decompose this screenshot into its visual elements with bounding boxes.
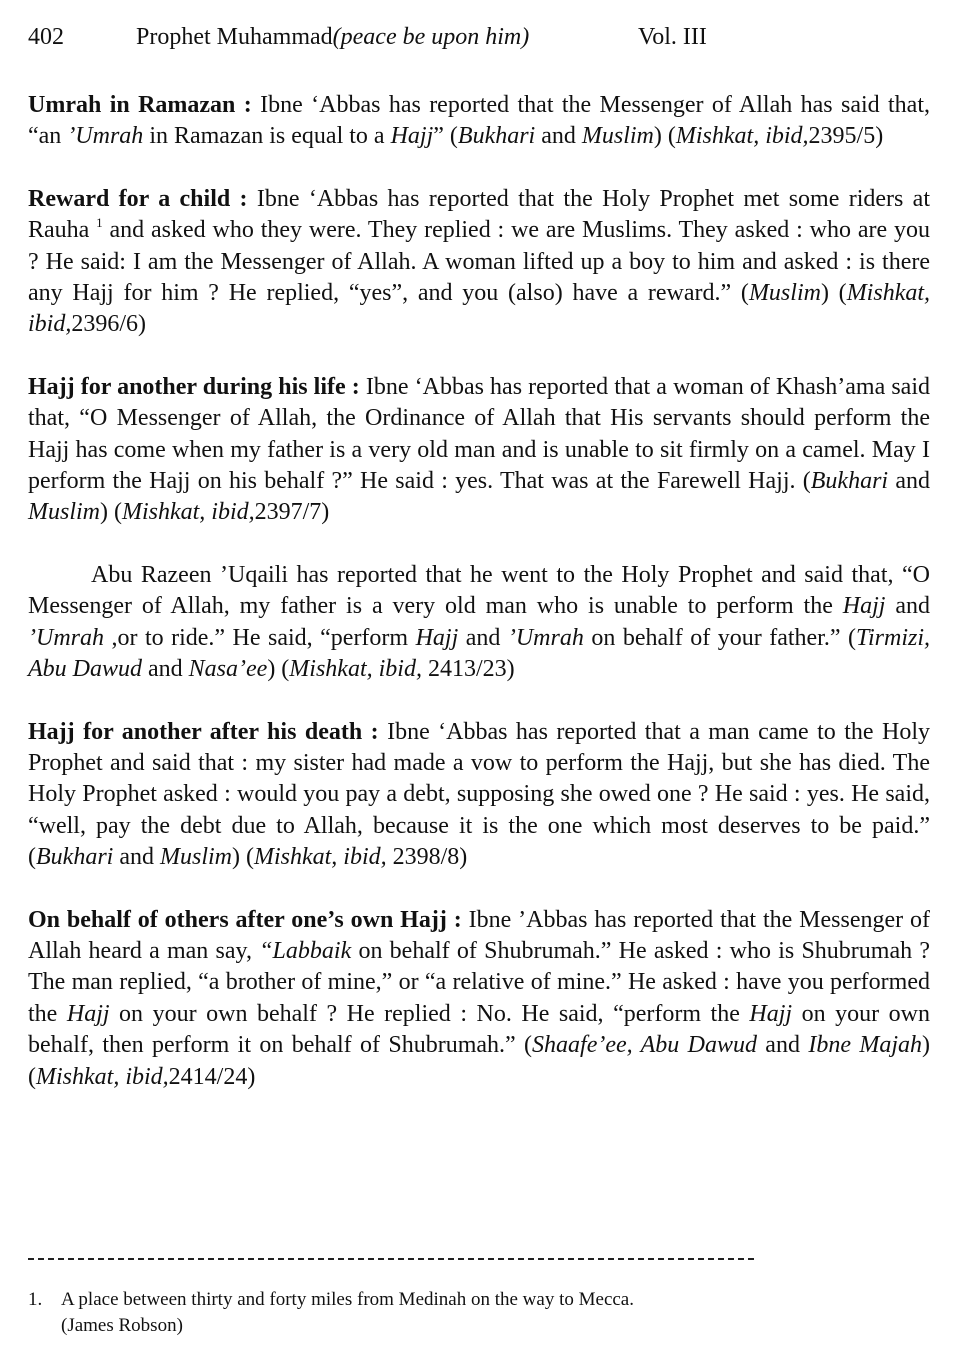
- paragraph-heading: On behalf of others after one’s own Hajj :: [28, 906, 462, 933]
- body-text-run: and: [142, 656, 189, 683]
- body-text-run: Abu Razeen ’Uqaili has reported that he went to the Holy Prophet and said that, “O Messenger of Allah, my father is a very old man who is unable to perform the: [28, 561, 930, 620]
- footnote-source: (James Robson): [61, 1315, 183, 1336]
- italic-text: Mishkat, ibid,: [675, 123, 809, 150]
- body-text-run: ) (: [28, 1032, 930, 1090]
- body-text-run: 2396/6): [71, 311, 147, 338]
- body-text-run: and: [888, 468, 931, 495]
- italic-text: ’Umrah: [507, 624, 584, 651]
- italic-text: ’Umrah: [67, 123, 144, 150]
- italic-text: Bukhari: [457, 123, 536, 150]
- body-text-run: ) (: [653, 123, 676, 150]
- body-text-run: Ibne ‘Abbas has reported that the Holy Prophet met some riders at Rauha: [28, 185, 930, 244]
- volume-label: Vol. III: [638, 24, 707, 50]
- body-text-run: ” (: [433, 123, 458, 150]
- italic-text: Muslim: [28, 499, 100, 526]
- body-text-run: ) (: [820, 280, 847, 307]
- body-text-run: ) (: [100, 499, 122, 526]
- paragraph-hajj-after-death: [28, 717, 930, 874]
- body-text-run: on your own behalf ? He replied : No. He said, “perform the: [109, 1000, 750, 1027]
- body-text-run: on behalf of Shubrumah.” He asked : who is Shubrumah ? The man replied, “a brother of mine,” or “a relative of mine.” He asked : have you performed the: [28, 937, 931, 1027]
- body-text-run: and: [756, 1032, 809, 1059]
- footnote-text: A place between thirty and forty miles from Medinah on the way to Mecca.: [61, 1289, 634, 1310]
- italic-text: Hajj: [749, 1000, 793, 1027]
- italic-text: ’Umrah: [28, 624, 104, 651]
- body-text-run: ,or to ride.” He said, “perform: [104, 624, 416, 651]
- italic-text: Muslim: [748, 280, 821, 307]
- italic-text: Hajj: [415, 624, 459, 651]
- running-header: [28, 20, 930, 54]
- footnote-marker[interactable]: 1: [96, 215, 103, 231]
- footnote-number: 1.: [28, 1289, 43, 1310]
- page-number: 402: [28, 24, 64, 50]
- body-text-run: on your own behalf, then perform it on behalf of Shubrumah.” (: [28, 1000, 930, 1059]
- footnote: [28, 1287, 928, 1339]
- footnote-line-1: [28, 1287, 928, 1313]
- body-text-run: ) (: [267, 656, 290, 683]
- body-text-run: Ibne ‘Abbas has reported that the Messenger of Allah has said that, “an: [28, 92, 930, 150]
- body-text-run: 2395/5): [808, 123, 884, 150]
- body-text-run: Ibne ’Abbas has reported that the Messenger of Allah heard a man say,: [28, 906, 930, 964]
- body-text-run: 2414/24): [168, 1063, 256, 1090]
- italic-text: Mishkat, ibid,: [28, 280, 931, 338]
- italic-text: Bukhari: [36, 844, 114, 871]
- italic-text: Hajj: [390, 123, 434, 150]
- paragraph-heading: Reward for a child :: [28, 185, 248, 212]
- italic-text: Muslim: [159, 844, 232, 871]
- italic-text: Muslim: [581, 123, 654, 150]
- body-text-run: Ibne ‘Abbas has reported that a man came to the Holy Prophet and said that : my sister had made a vow to perform the Hajj, but she has died. The Holy Prophet asked : would you pay a debt, supposing she owed one ? He said : yes. He said, “well, pay the debt due to Allah, because it is the one which most deserves to be paid.” (: [28, 718, 931, 871]
- book-title-main: Prophet Muhammad: [136, 24, 333, 50]
- paragraph-on-behalf-of-others: [28, 905, 930, 1093]
- italic-text: Mishkat, ibid,: [253, 844, 387, 871]
- body-text-run: and: [458, 624, 508, 651]
- italic-text: Mishkat, ibid,: [121, 499, 255, 526]
- body-text-run: 2413/23): [421, 656, 515, 683]
- body-text-run: and: [113, 844, 160, 871]
- italic-text: Mishkat, ibid,: [36, 1063, 169, 1090]
- body-text-run: and: [885, 593, 930, 620]
- italic-text: “Labbaik: [259, 937, 352, 964]
- italic-text: Tirmizi, Abu Dawud: [28, 624, 931, 683]
- book-title-honorific: (peace be upon him): [332, 24, 530, 50]
- italic-text: Ibne Majah: [808, 1032, 922, 1059]
- body-text-run: Ibne ‘Abbas has reported that a woman of Khash’ama said that, “O Messenger of Allah, the Ordinance of Allah that His servants should perform the Hajj has come when my father is a very old man and is unable to sit firmly on a camel. May I perform the Hajj on his behalf ?” He said : yes. That was at the Farewell Hajj. (: [28, 373, 930, 495]
- italic-text: Shaafe’ee, Abu Dawud: [532, 1032, 757, 1059]
- italic-text: Hajj: [842, 593, 886, 620]
- paragraph-reward-for-a-child: [28, 184, 930, 341]
- paragraph-abu-razeen: [28, 560, 930, 686]
- body-text-run: ) (: [231, 844, 254, 871]
- paragraph-heading: Hajj for another during his life :: [28, 373, 360, 400]
- body-text-run: 2397/7): [254, 499, 330, 526]
- body-text-run: 2398/8): [386, 844, 468, 871]
- paragraph-heading: Hajj for another after his death :: [28, 718, 379, 745]
- italic-text: Hajj: [66, 1000, 110, 1027]
- italic-text: Mishkat, ibid,: [289, 656, 422, 683]
- body-text: [28, 90, 930, 1093]
- book-title: [136, 20, 638, 54]
- body-text-run: and: [535, 123, 582, 150]
- paragraph-heading: Umrah in Ramazan :: [28, 92, 252, 118]
- body-text-run: in Ramazan is equal to a: [143, 123, 391, 150]
- paragraph-hajj-during-life: [28, 372, 930, 529]
- body-text-run: and asked who they were. They replied : we are Muslims. They asked : who are you ? He said: I am the Messenger of Allah. A woman lifted up a boy to him and asked : is there any Hajj for him ? He replied, “yes”, and you (also) have a reward.” (: [28, 217, 931, 307]
- italic-text: Nasa’ee: [188, 656, 268, 683]
- body-text-run: on behalf of your father.” (: [583, 624, 856, 651]
- paragraph-umrah-in-ramazan: [28, 90, 930, 153]
- italic-text: Bukhari: [810, 468, 889, 495]
- footnote-separator: [28, 1258, 754, 1260]
